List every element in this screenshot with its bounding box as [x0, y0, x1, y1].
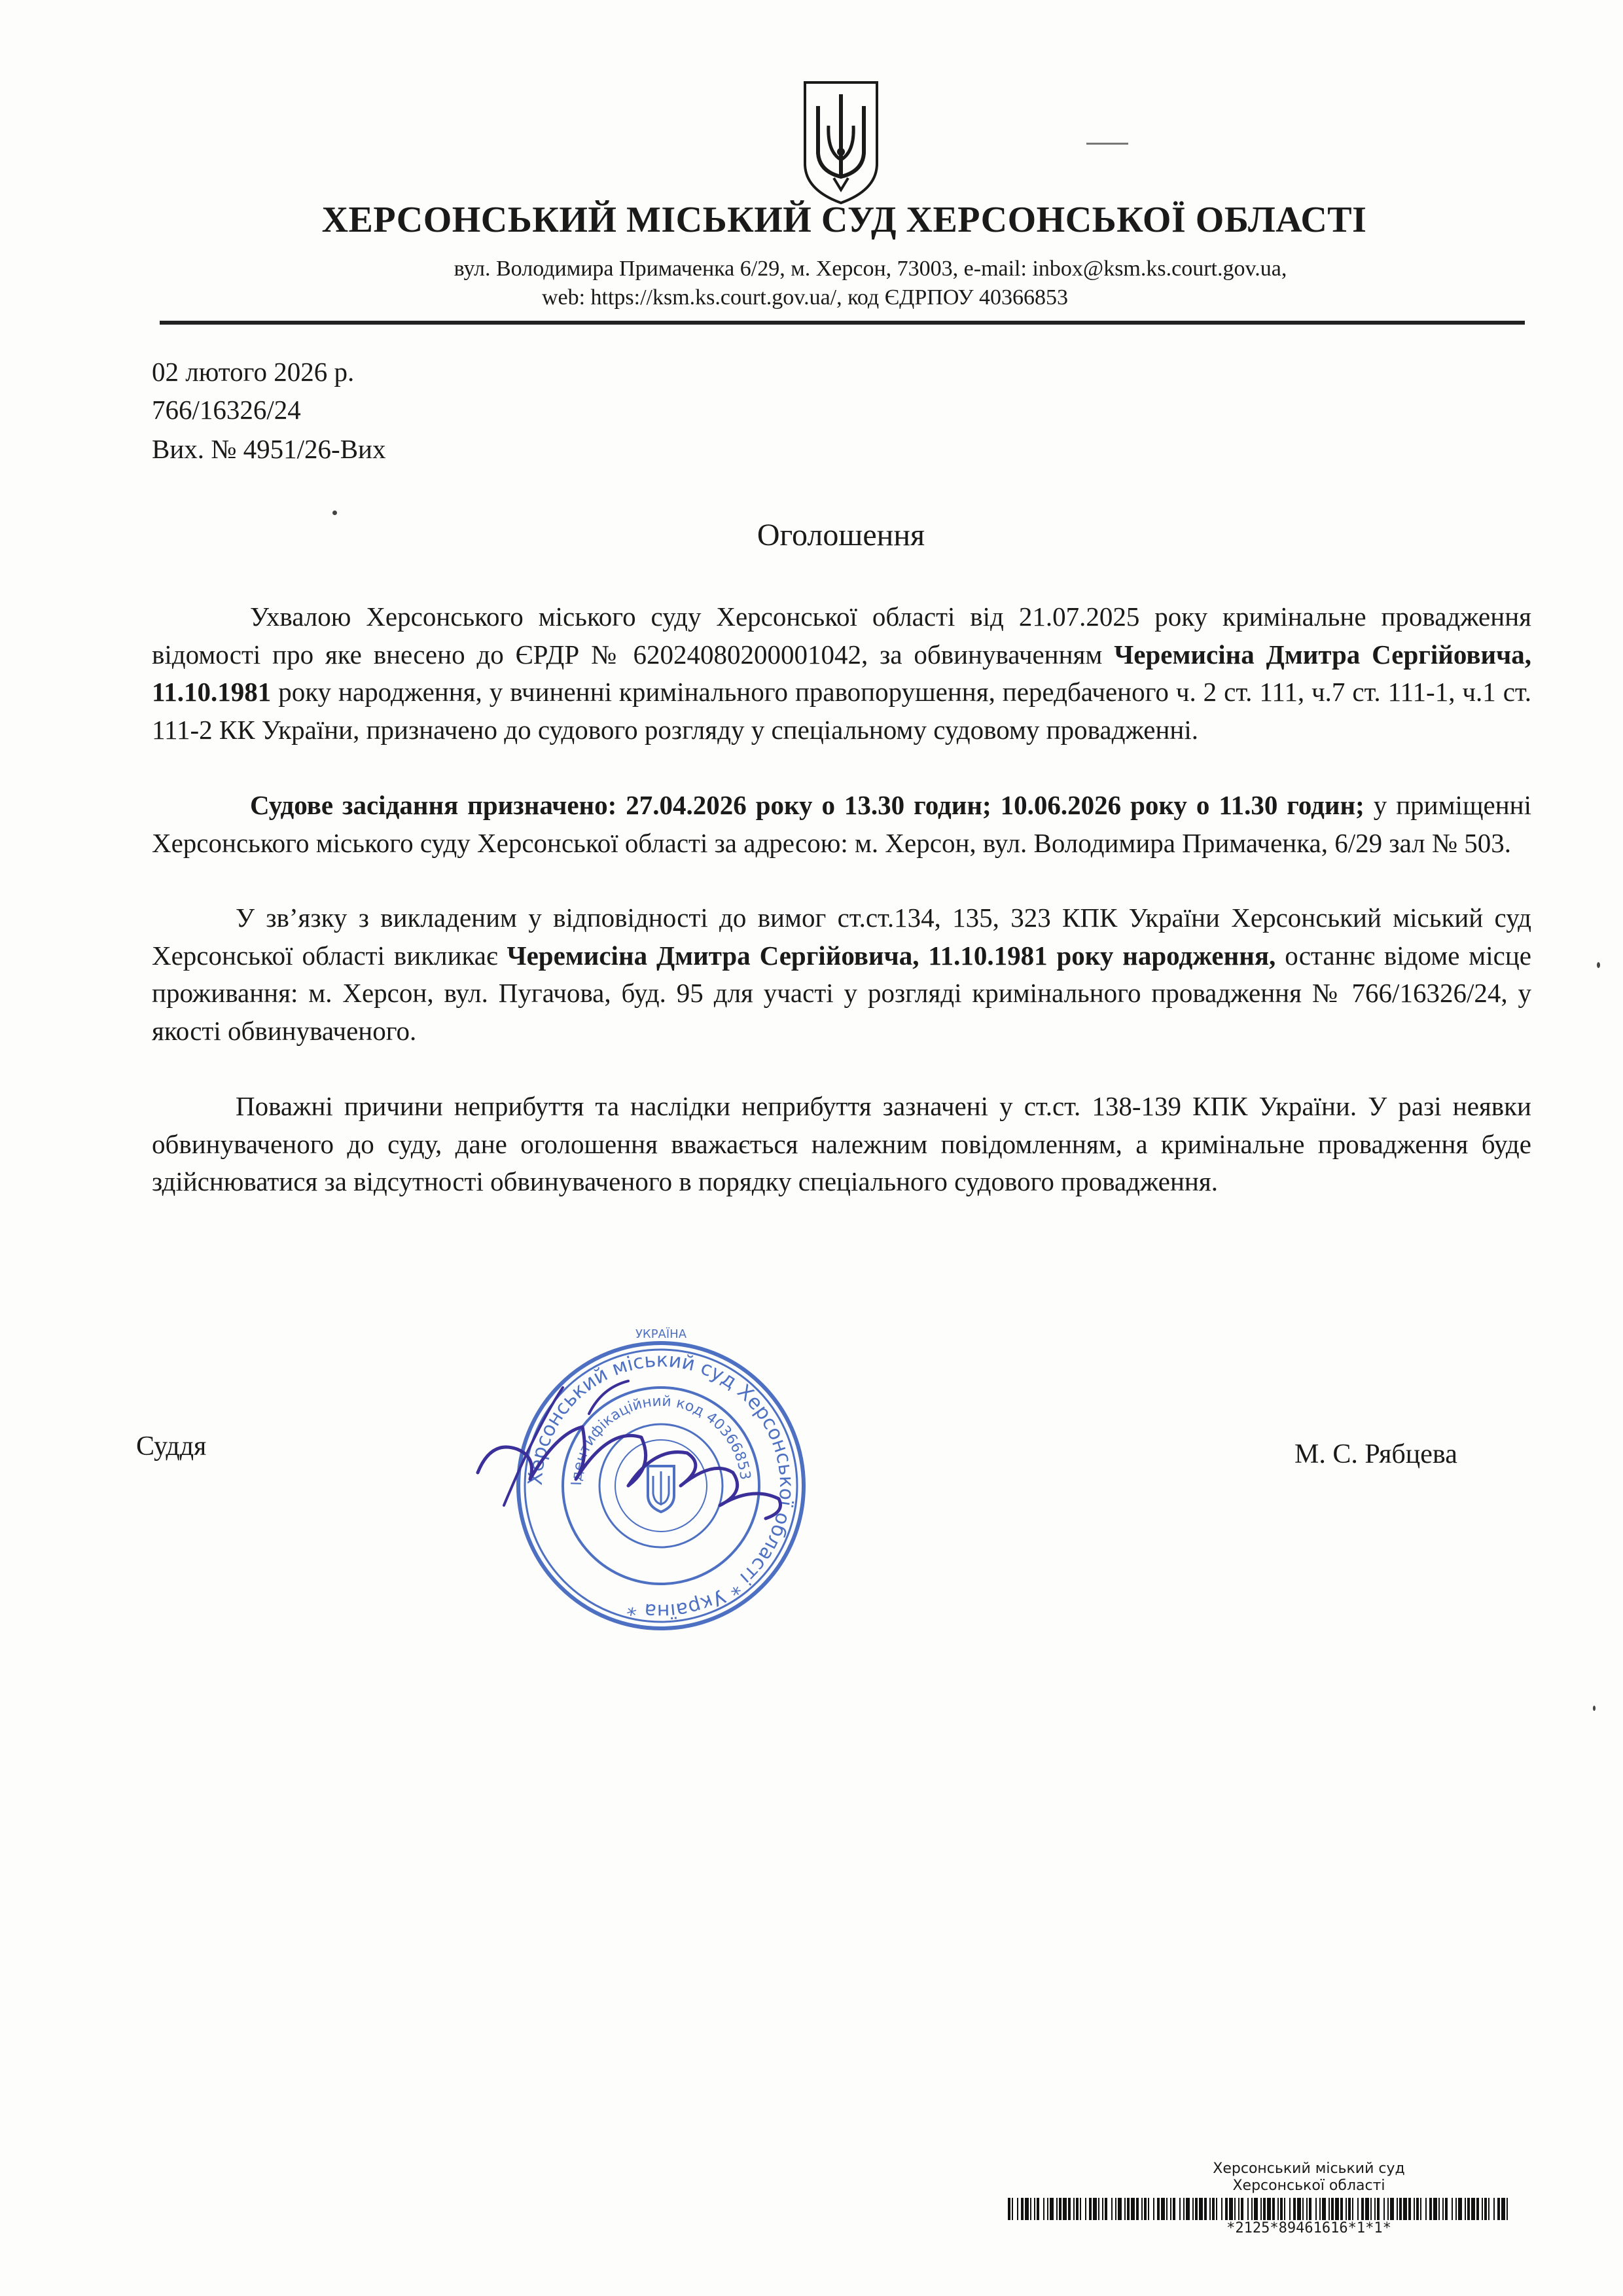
- barcode-bar: [1199, 2198, 1203, 2220]
- barcode-bar: [1141, 2198, 1143, 2220]
- barcode-bar: [1161, 2198, 1165, 2220]
- barcode-bar: [1383, 2198, 1385, 2220]
- barcode-bar: [1484, 2198, 1487, 2220]
- barcode-bar: [1497, 2198, 1500, 2220]
- barcode-bar: [1420, 2198, 1421, 2220]
- court-address: вул. Володимира Примаченка 6/29, м. Херсон, 73003, e-mail: inbox@ksm.ks.court.gov.ua,: [454, 257, 1287, 281]
- barcode-bar: [1387, 2198, 1389, 2220]
- barcode-bar: [1493, 2198, 1495, 2220]
- barcode-bar: [1340, 2198, 1343, 2220]
- document-date: 02 лютого 2026 р.: [152, 357, 355, 387]
- scan-speck: [1593, 1706, 1596, 1711]
- barcode-bar: [1374, 2198, 1376, 2220]
- barcode-bar: [1414, 2198, 1415, 2220]
- barcode-bar: [1170, 2198, 1171, 2220]
- barcode-bar: [1229, 2198, 1233, 2220]
- barcode-bar: [1251, 2198, 1253, 2220]
- barcode-bar: [1144, 2198, 1147, 2220]
- barcode-bar: [1267, 2198, 1271, 2220]
- barcode-bar: [1346, 2198, 1347, 2220]
- barcode-bar: [1192, 2198, 1194, 2220]
- judge-label: Суддя: [136, 1431, 207, 1462]
- barcode-bar: [1034, 2198, 1035, 2220]
- barcode-bar: [1425, 2198, 1427, 2220]
- barcode-bar: [1254, 2198, 1258, 2220]
- registry-office-line2: Херсонської області: [1232, 2178, 1385, 2194]
- paragraph-consequences: Поважні причини неприбуття та наслідки неприбуття зазначені у ст.ст. 138-139 КПК України. У разі неявки обвинуваченого до суду, дане оголошення вважається належним повідомленням, а кримінальне провадження буде здійснюватися за відсутності обвинуваченого в порядку спеціального судового провадження.: [152, 1091, 1531, 1196]
- barcode-bar: [1017, 2198, 1018, 2220]
- scan-speck: [332, 511, 337, 515]
- barcode-bar: [1105, 2198, 1107, 2220]
- scan-speck: [1597, 962, 1600, 968]
- barcode-bar: [1148, 2198, 1149, 2220]
- stamp-top-text: УКРАЇНА: [635, 1327, 687, 1341]
- barcode-bar: [1370, 2198, 1372, 2220]
- barcode-bar: [1408, 2198, 1411, 2220]
- judge-name: М. С. Рябцева: [1294, 1439, 1457, 1469]
- barcode-bar: [1260, 2198, 1262, 2220]
- barcode-bar: [1209, 2198, 1211, 2220]
- barcode-bar: [1089, 2198, 1092, 2220]
- barcode-bar: [1008, 2198, 1010, 2220]
- barcode-bar: [1212, 2198, 1215, 2220]
- court-name: ХЕРСОНСЬКИЙ МІСЬКИЙ СУД ХЕРСОНСЬКОЇ ОБЛАСТІ: [321, 200, 1367, 240]
- paragraph-hearing-dates: Судове засідання призначено: 27.04.2026 року о 13.30 годин; 10.06.2026 року о 11.30 годин; у приміщенні Херсонського міського суду Херсонської області за адресою: м. Херсон, вул. Володимира Примаченка, 6/29 зал № 503.: [152, 790, 1531, 858]
- barcode-bar: [1377, 2198, 1380, 2220]
- barcode-bar: [1127, 2198, 1130, 2220]
- barcode-bar: [1322, 2198, 1326, 2220]
- barcode-bar: [1263, 2198, 1266, 2220]
- barcode-bar: [1476, 2198, 1479, 2220]
- barcode-bar: [1429, 2198, 1432, 2220]
- barcode-bar: [1399, 2198, 1402, 2220]
- barcode-bar: [1458, 2198, 1462, 2220]
- coat-of-arms-trident-icon: [800, 80, 882, 206]
- stamp-inner-text: Ідентифікаційний код 40366853: [568, 1393, 753, 1486]
- barcode-bar: [1455, 2198, 1457, 2220]
- barcode-bar: [1124, 2198, 1126, 2220]
- header-divider: [160, 321, 1525, 325]
- barcode-bar: [1118, 2198, 1122, 2220]
- barcode-bar: [1352, 2198, 1353, 2220]
- barcode-bar: [1284, 2198, 1285, 2220]
- barcode-bar: [1306, 2198, 1308, 2220]
- barcode-bar: [1397, 2198, 1398, 2220]
- document-title: Оголошення: [757, 518, 925, 552]
- barcode-bar: [1085, 2198, 1086, 2220]
- barcode-bar: [1131, 2198, 1135, 2220]
- barcode-bar: [1302, 2198, 1304, 2220]
- barcode-bar: [1247, 2198, 1249, 2220]
- barcode-bar: [1102, 2198, 1103, 2220]
- barcode-bar: [1280, 2198, 1283, 2220]
- barcode-bar: [1195, 2198, 1198, 2220]
- barcode-bar: [1225, 2198, 1228, 2220]
- barcode-bar: [1488, 2198, 1489, 2220]
- barcode-bar: [1361, 2198, 1364, 2220]
- barcode-bar: [1416, 2198, 1419, 2220]
- barcode-bar: [1183, 2198, 1185, 2220]
- barcode-bar: [1403, 2198, 1407, 2220]
- barcode-bar: [1115, 2198, 1116, 2220]
- barcode-bar: [1153, 2198, 1154, 2220]
- barcode-bar: [1179, 2198, 1181, 2220]
- barcode-bar: [1216, 2198, 1217, 2220]
- barcode-bar: [1093, 2198, 1097, 2220]
- barcode-bar: [1136, 2198, 1139, 2220]
- barcode-bar: [1348, 2198, 1351, 2220]
- barcode-bar: [1467, 2198, 1470, 2220]
- paragraph-ruling: Ухвалою Херсонського міського суду Херсонської області від 21.07.2025 року кримінальне провадження відомості про яке внесено до ЄРДР № 62024080200001042, за обвинуваченням Черемисіна Дмитра Сергійовича, 11.10.1981 року народження, у вчиненні кримінального правопорушення, передбаченого ч. 2 ст. 111, ч.7 ст. 111-1, ч.1 ст. 111-2 КК України, призначено до судового розгляду у спеціальному судовому провадженні.: [152, 601, 1532, 745]
- paragraph-summons: У зв’язку з викладеним у відповідності до вимог ст.ст.134, 135, 323 КПК України Херсонський міський суд Херсонської області викликає Черемисіна Дмитра Сергійовича, 11.10.1981 року народження, останнє відоме місце проживання: м. Херсон, вул. Пугачова, буд. 95 для участі у розгляді кримінального провадження № 766/16326/24, у якості обвинуваченого.: [152, 903, 1531, 1046]
- barcode-bar: [1390, 2198, 1394, 2220]
- barcode-bar: [1365, 2198, 1369, 2220]
- barcode-bar: [1098, 2198, 1099, 2220]
- barcode-bar: [1030, 2198, 1031, 2220]
- stamp-outer-text: Херсонський міський суд Херсонської області * Україна *: [524, 1348, 798, 1623]
- barcode-bar: [1238, 2198, 1240, 2220]
- barcode-bar: [1080, 2198, 1081, 2220]
- barcode-bar: [1021, 2198, 1024, 2220]
- barcode-bar: [1277, 2198, 1279, 2220]
- barcode-bar: [1433, 2198, 1437, 2220]
- barcode-bar: [1319, 2198, 1321, 2220]
- barcode-bar: [1025, 2198, 1029, 2220]
- barcode-bar: [1043, 2198, 1044, 2220]
- barcode-bar: [1204, 2198, 1207, 2220]
- barcode-bar: [1331, 2198, 1334, 2220]
- barcode-bar: [1315, 2198, 1317, 2220]
- barcode-bar: [1166, 2198, 1168, 2220]
- barcode-bar: [1329, 2198, 1330, 2220]
- barcode-bar: [1309, 2198, 1311, 2220]
- barcode-bar: [1068, 2198, 1071, 2220]
- barcode-bar: [1452, 2198, 1453, 2220]
- barcode-bar: [1234, 2198, 1236, 2220]
- barcode-bar: [1465, 2198, 1466, 2220]
- barcode-bar: [1442, 2198, 1444, 2220]
- barcode-bar: [1059, 2198, 1061, 2220]
- barcode-bar: [1241, 2198, 1243, 2220]
- barcode-bar: [1335, 2198, 1339, 2220]
- barcode-bar: [1507, 2198, 1508, 2220]
- barcode-bar: [1482, 2198, 1483, 2220]
- barcode-bar: [1186, 2198, 1190, 2220]
- barcode-bar: [1501, 2198, 1505, 2220]
- barcode-bar: [1438, 2198, 1440, 2220]
- barcode-bar: [1037, 2198, 1039, 2220]
- barcode-bar: [1445, 2198, 1448, 2220]
- barcode-bar: [1289, 2198, 1291, 2220]
- barcode-bar: [1293, 2198, 1296, 2220]
- court-web-and-code: web: https://ksm.ks.court.gov.ua/, код ЄДРПОУ 40366853: [541, 285, 1069, 310]
- outgoing-number: Вих. № 4951/26-Вих: [152, 434, 386, 464]
- barcode-bar: [1063, 2198, 1067, 2220]
- barcode-bar: [1111, 2198, 1113, 2220]
- barcode-bar: [1357, 2198, 1359, 2220]
- barcode-bar: [1056, 2198, 1058, 2220]
- barcode-bar: [1050, 2198, 1054, 2220]
- registry-office-line1: Херсонський міський суд: [1213, 2161, 1405, 2177]
- barcode-bar: [1012, 2198, 1013, 2220]
- barcode-number: *2125*89461616*1*1*: [1226, 2220, 1391, 2236]
- barcode-bar: [1471, 2198, 1475, 2220]
- barcode-bar: [1221, 2198, 1222, 2220]
- court-seal-stamp: [458, 1309, 864, 1662]
- scan-mark: [1086, 143, 1128, 145]
- barcode-bar: [1047, 2198, 1048, 2220]
- barcode-bar: [1272, 2198, 1275, 2220]
- document-barcode: [1008, 2198, 1512, 2220]
- barcode-bar: [1157, 2198, 1160, 2220]
- barcode-bar: [1173, 2198, 1175, 2220]
- case-number: 766/16326/24: [152, 395, 301, 425]
- barcode-bar: [1076, 2198, 1079, 2220]
- barcode-bar: [1073, 2198, 1075, 2220]
- barcode-bar: [1297, 2198, 1301, 2220]
